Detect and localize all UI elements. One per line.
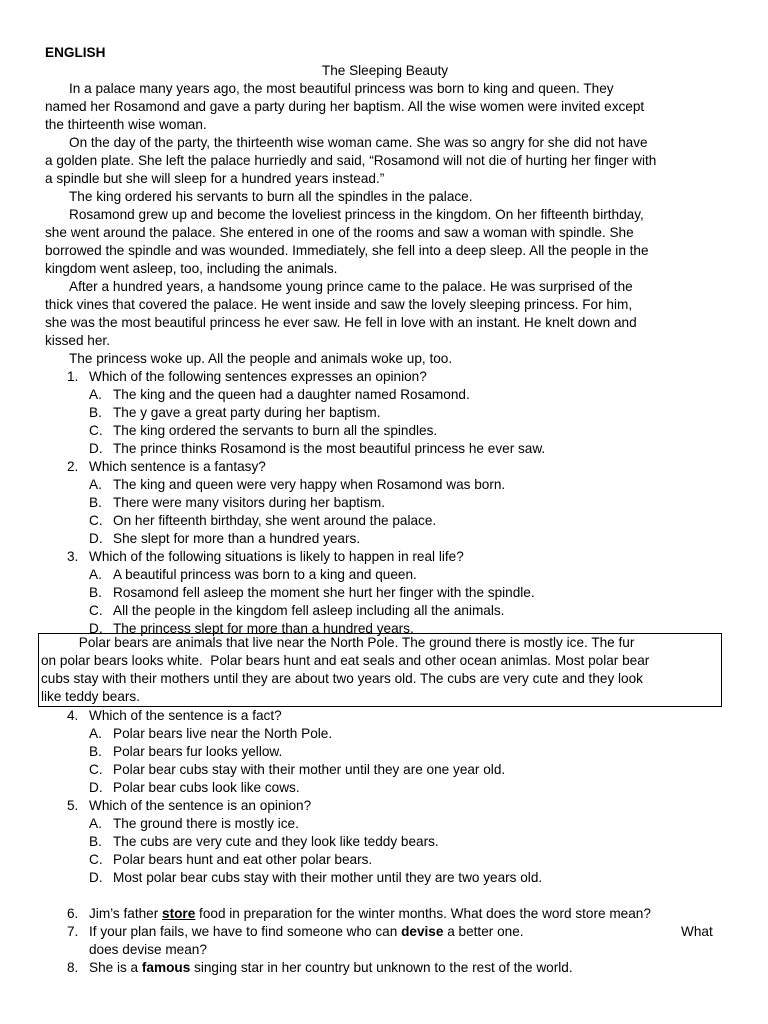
- option-letter: B.: [89, 405, 102, 420]
- question-number: 5.: [67, 798, 79, 813]
- answer-option: [45, 779, 725, 797]
- option-text: Polar bears fur looks yellow.: [113, 744, 283, 759]
- story-line: kingdom went asleep, too, including the animals.: [45, 261, 338, 276]
- story-line: she was the most beautiful princess he ever saw. He fell in love with an instant. He knelt down and: [45, 315, 637, 330]
- option-letter: A.: [89, 567, 102, 582]
- option-letter: C.: [89, 603, 103, 618]
- answer-option: [45, 386, 725, 404]
- option-text: The king and queen were very happy when Rosamond was born.: [113, 477, 506, 492]
- question-item: [45, 707, 725, 725]
- option-letter: C.: [89, 423, 103, 438]
- vocab-question-6: 6. Jim’s father store food in preparation for the winter months. What does the word store mean?: [67, 906, 651, 921]
- answer-option: [45, 851, 725, 869]
- question-number: 4.: [67, 708, 79, 723]
- option-letter: C.: [89, 513, 103, 528]
- story-line: borrowed the spindle and was wounded. Immediately, she fell into a deep sleep. All the people in the: [45, 243, 649, 258]
- story-line: On the day of the party, the thirteenth wise woman came. She was so angry for she did not have: [69, 135, 648, 150]
- document-page: [45, 44, 725, 638]
- answer-option: [45, 476, 725, 494]
- questions-part1: [45, 368, 725, 638]
- story-line: kissed her.: [45, 333, 110, 348]
- option-letter: D.: [89, 870, 103, 885]
- answer-option: [45, 815, 725, 833]
- option-text: The king ordered the servants to burn all the spindles.: [113, 423, 438, 438]
- vocab-word-store: store: [162, 906, 196, 921]
- option-text: There were many visitors during her baptism.: [113, 495, 385, 510]
- option-text: Polar bears live near the North Pole.: [113, 726, 333, 741]
- question-text: Which of the sentence is an opinion?: [89, 798, 312, 813]
- option-text: The princess slept for more than a hundred years.: [113, 621, 414, 636]
- option-letter: D.: [89, 441, 103, 456]
- question-item: [45, 458, 725, 476]
- question-text: Which of the following sentences expresses an opinion?: [89, 369, 427, 384]
- option-letter: A.: [89, 477, 102, 492]
- question-text: Which sentence is a fantasy?: [89, 459, 266, 474]
- answer-option: [45, 584, 725, 602]
- answer-option: [45, 494, 725, 512]
- option-letter: D.: [89, 531, 103, 546]
- story-line: The princess woke up. All the people and animals woke up, too.: [69, 351, 453, 366]
- story-line: the thirteenth wise woman.: [45, 117, 207, 132]
- option-text: Rosamond fell asleep the moment she hurt her finger with the spindle.: [113, 585, 535, 600]
- question-number: 2.: [67, 459, 79, 474]
- question-item: [45, 548, 725, 566]
- option-letter: D.: [89, 621, 103, 636]
- option-letter: C.: [89, 762, 103, 777]
- question-text: Which of the sentence is a fact?: [89, 708, 282, 723]
- option-letter: B.: [89, 744, 102, 759]
- subject-heading: ENGLISH: [45, 45, 106, 60]
- answer-option: [45, 440, 725, 458]
- story-line: she went around the palace. She entered in one of the rooms and saw a woman with spindle. She: [45, 225, 634, 240]
- story-line: Rosamond grew up and become the loveliest princess in the kingdom. On her fifteenth birthday,: [69, 207, 644, 222]
- vocab-question-8: 8. She is a famous singing star in her country but unknown to the rest of the world.: [67, 960, 573, 975]
- questions-lower: [45, 707, 725, 977]
- option-letter: B.: [89, 495, 102, 510]
- vocab-question-7-cont: does devise mean?: [89, 942, 207, 957]
- vocab-question-7: 7. If your plan fails, we have to find someone who can devise a better one. What: [67, 924, 713, 939]
- option-text: The y gave a great party during her baptism.: [113, 405, 381, 420]
- story-line: a golden plate. She left the palace hurriedly and said, “Rosamond will not die of hurting her finger with: [45, 153, 657, 168]
- answer-option: [45, 512, 725, 530]
- answer-option: [45, 869, 725, 887]
- story-line: The king ordered his servants to burn all the spindles in the palace.: [69, 189, 473, 204]
- passage-box: [38, 633, 722, 707]
- option-text: A beautiful princess was born to a king and queen.: [113, 567, 417, 582]
- option-letter: B.: [89, 834, 102, 849]
- option-text: Polar bears hunt and eat other polar bears.: [113, 852, 373, 867]
- vocab-word-devise: devise: [401, 924, 444, 939]
- option-text: The king and the queen had a daughter named Rosamond.: [113, 387, 470, 402]
- answer-option: [45, 761, 725, 779]
- answer-option: [45, 725, 725, 743]
- vocab-word-famous: famous: [141, 960, 191, 975]
- option-letter: C.: [89, 852, 103, 867]
- option-text: The ground there is mostly ice.: [113, 816, 299, 831]
- passage-line: on polar bears looks white. Polar bears hunt and eat seals and other ocean animlas. Most polar bear: [41, 653, 650, 668]
- story-text: [45, 80, 725, 368]
- option-text: Most polar bear cubs stay with their mother until they are two years old.: [113, 870, 543, 885]
- option-text: The cubs are very cute and they look like teddy bears.: [113, 834, 439, 849]
- option-text: All the people in the kingdom fell asleep including all the animals.: [113, 603, 505, 618]
- option-text: On her fifteenth birthday, she went around the palace.: [113, 513, 437, 528]
- question-item: [45, 797, 725, 815]
- question-text: Which of the following situations is likely to happen in real life?: [89, 549, 464, 564]
- questions-part2: [45, 707, 725, 887]
- story-line: In a palace many years ago, the most beautiful princess was born to king and queen. They: [69, 81, 614, 96]
- question-item: [45, 368, 725, 386]
- story-line: After a hundred years, a handsome young prince came to the palace. He was surprised of the: [69, 279, 633, 294]
- answer-option: [45, 404, 725, 422]
- answer-option: [45, 566, 725, 584]
- story-line: a spindle but she will sleep for a hundred years instead.”: [45, 171, 385, 186]
- option-text: She slept for more than a hundred years.: [113, 531, 361, 546]
- answer-option: [45, 743, 725, 761]
- passage-line: cubs stay with their mothers until they are about two years old. The cubs are very cute and they look: [41, 671, 643, 686]
- story-line: named her Rosamond and gave a party during her baptism. All the wise women were invited except: [45, 99, 645, 114]
- option-letter: A.: [89, 726, 102, 741]
- passage-line: Polar bears are animals that live near the North Pole. The ground there is mostly ice. The fur: [41, 635, 635, 650]
- answer-option: [45, 422, 725, 440]
- answer-option: [45, 602, 725, 620]
- story-title: The Sleeping Beauty: [321, 63, 449, 78]
- answer-option: [45, 530, 725, 548]
- option-letter: A.: [89, 816, 102, 831]
- option-text: Polar bear cubs look like cows.: [113, 780, 300, 795]
- option-letter: D.: [89, 780, 103, 795]
- option-letter: A.: [89, 387, 102, 402]
- story-line: thick vines that covered the palace. He went inside and saw the lovely sleeping princess. For him,: [45, 297, 633, 312]
- option-letter: B.: [89, 585, 102, 600]
- passage-line: like teddy bears.: [41, 689, 140, 704]
- option-text: The prince thinks Rosamond is the most beautiful princess he ever saw.: [113, 441, 546, 456]
- answer-option: [45, 833, 725, 851]
- question-number: 1.: [67, 369, 79, 384]
- question-number: 3.: [67, 549, 79, 564]
- option-text: Polar bear cubs stay with their mother until they are one year old.: [113, 762, 506, 777]
